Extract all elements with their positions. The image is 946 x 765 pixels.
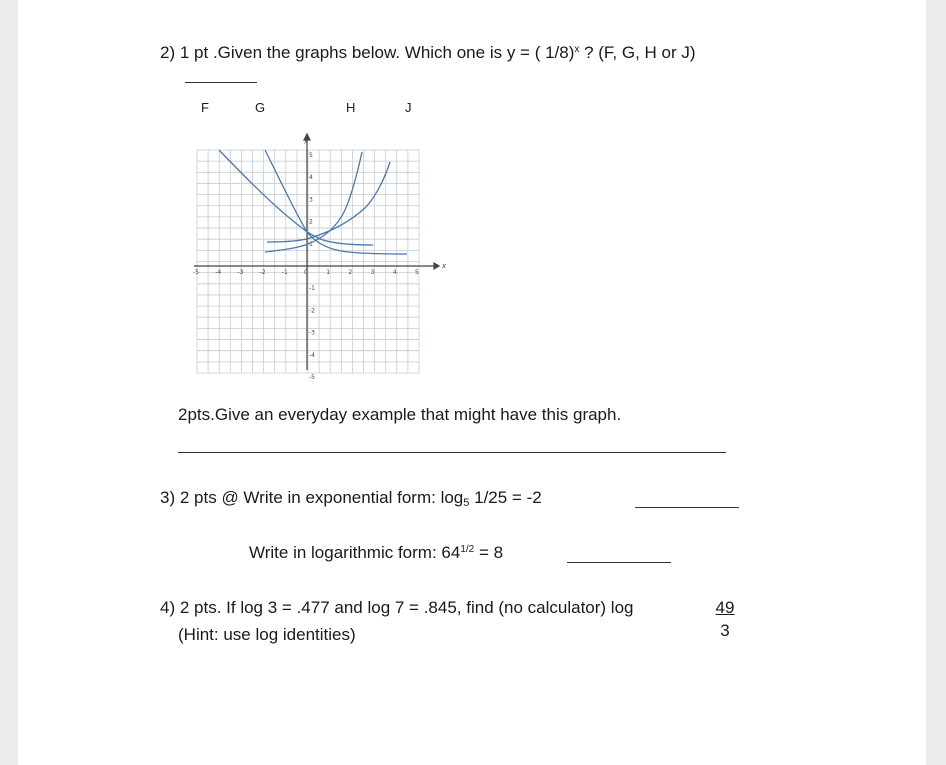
y-tick-label: -2 <box>309 307 315 315</box>
grid <box>197 150 419 373</box>
graph-label-f: F <box>201 100 209 115</box>
x-tick-label: 5 <box>415 269 419 276</box>
axes <box>194 134 439 370</box>
y-tick-label: -1 <box>309 285 315 293</box>
question-3-part-a: 2 pts @ Write in exponential form: $\log_5 1/25 = -2$ <box>179 488 542 509</box>
y-tick-label: 3 <box>309 196 313 204</box>
question-2-example-prompt: 2pts.Give an everyday example that might have this graph. <box>178 405 622 424</box>
question-4-number: 4) <box>160 598 176 617</box>
y-tick-label: -5 <box>309 374 315 381</box>
fraction-denominator: 3 <box>720 621 730 640</box>
y-tick-label: -4 <box>309 351 315 359</box>
exponential-graphs <box>18 0 926 765</box>
question-2-number: 2) <box>160 43 176 62</box>
question-3 <box>160 488 542 509</box>
y-tick-label: 4 <box>309 174 313 182</box>
graph-label-j: J <box>405 100 412 115</box>
graph-label-g: G <box>255 100 266 115</box>
answer-blank-q3a[interactable] <box>635 507 739 508</box>
answer-blank-q3b[interactable] <box>567 562 671 563</box>
x-tick-label: -2 <box>259 269 266 276</box>
answer-blank-q2-example[interactable] <box>178 452 726 453</box>
question-4-fraction <box>711 599 739 639</box>
x-tick-label: 1 <box>326 269 331 276</box>
question-4 <box>160 599 634 616</box>
x-tick-label: -4 <box>215 269 222 276</box>
y-axis-label: y <box>304 136 309 144</box>
x-tick-label: -1 <box>281 269 288 276</box>
x-tick-label: 4 <box>392 269 397 276</box>
question-3-part-b: Write in logarithmic form: $64^{1/2} = 8$ <box>249 543 504 562</box>
x-axis-label: x <box>442 262 447 270</box>
question-2-prompt: 1 pt .Given the graphs below. Which one is y = ( 1/8)$^x$ ? (F, G, H or J) <box>179 43 696 62</box>
x-axis-arrow <box>434 263 439 269</box>
x-tick-label: 0 <box>304 269 308 276</box>
x-tick-label: 2 <box>348 269 353 276</box>
y-tick-label: 2 <box>309 218 313 226</box>
x-tick-label: -3 <box>237 269 244 276</box>
x-tick-label: -5 <box>193 269 199 276</box>
worksheet-page <box>18 0 926 765</box>
question-4-text: 2 pts. If log 3 = .477 and log 7 = .845, find (no calculator) log <box>179 598 634 617</box>
x-tick-label: 3 <box>370 269 375 276</box>
y-tick-label: 5 <box>309 152 313 159</box>
fraction-numerator: 49 <box>715 598 735 617</box>
y-tick-label: -3 <box>309 329 315 337</box>
question-3-number: 3) <box>160 488 176 507</box>
graph-label-h: H <box>346 100 356 115</box>
y-tick-label: 1 <box>309 240 313 248</box>
question-4-hint: (Hint: use log identities) <box>178 625 356 644</box>
